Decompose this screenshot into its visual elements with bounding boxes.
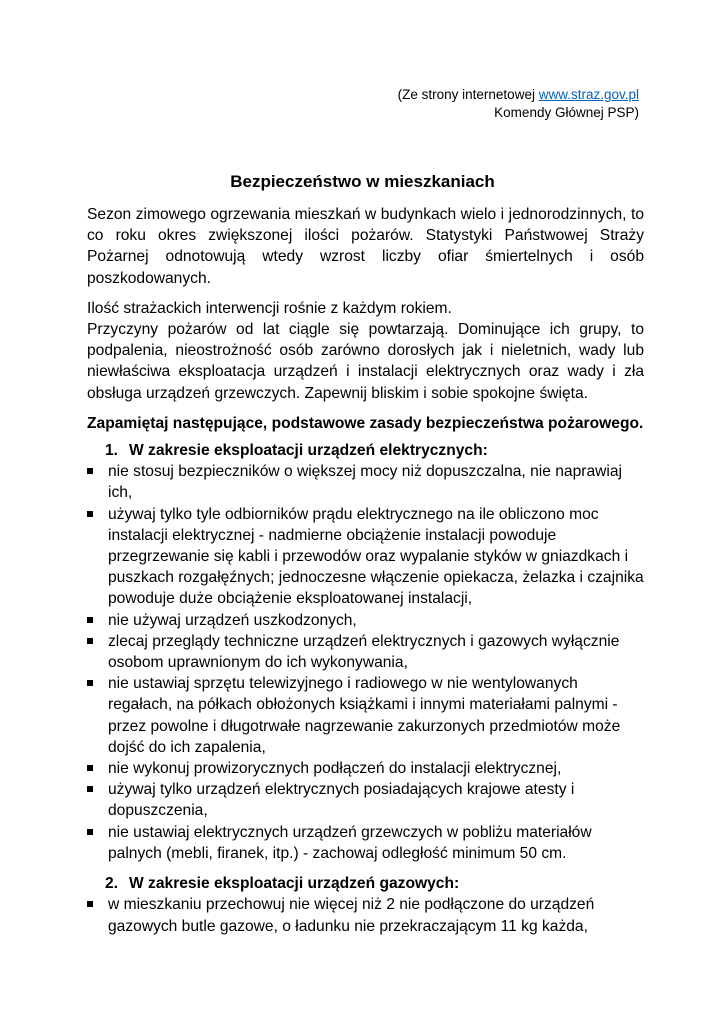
square-bullet-icon [87, 617, 93, 623]
square-bullet-icon [87, 786, 93, 792]
source-prefix: (Ze strony internetowej [397, 87, 535, 102]
list-item [87, 822, 644, 864]
square-bullet-icon [87, 638, 93, 644]
intro-paragraph-2-line-1: Ilość strażackich interwencji rośnie z każdym rokiem. [87, 299, 452, 317]
square-bullet-icon [87, 511, 93, 517]
source-note [398, 86, 639, 122]
bullet-list [87, 894, 644, 936]
page-title: Bezpieczeństwo w mieszkaniach [230, 172, 495, 191]
intro-paragraph-1: Sezon zimowego ogrzewania mieszkań w budynkach wielo i jednorodzinnych, to co roku okres zwiększonej ilości pożarów. Statystyki Państwowej Straży Pożarnej odnotowują wtedy wzrost liczby ofiar śmiertelnych i osób poszkodowanych. [87, 206, 644, 287]
list-item [87, 758, 644, 779]
list-item-text: zlecaj przeglądy techniczne urządzeń elektrycznych i gazowych wyłącznie osobom uprawnionym do ich wykonywania, [108, 632, 620, 672]
intro-paragraph-2 [87, 298, 644, 404]
square-bullet-icon [87, 680, 93, 686]
safety-principles-heading: Zapamiętaj następujące, podstawowe zasady bezpieczeństwa pożarowego. [87, 414, 644, 432]
source-link[interactable]: www.straz.gov.pl [538, 87, 639, 102]
square-bullet-icon [87, 829, 93, 835]
list-item [87, 894, 644, 936]
source-line-1 [398, 86, 639, 104]
list-item-text: używaj tylko tyle odbiorników prądu elektrycznego na ile obliczono moc instalacji elektrycznej - nadmierne obciążenie instalacji powoduje przegrzewanie się kabli i przewodów oraz wypalanie styków w gniazdkach i puszkach rozgałęźnych; jednoczesne włączenie opiekacza, żelazka i czajnika powoduje duże obciążenie eksploatowanej instalacji, [108, 505, 644, 608]
list-item [87, 631, 644, 673]
intro-paragraph-2-line-2: Przyczyny pożarów od lat ciągle się powtarzają. Dominujące ich grupy, to podpalenia, nieostrożność osób zarówno dorosłych jak i nieletnich, wady lub niewłaściwa eksploatacja urządzeń i instalacji elektrycznych oraz wady i zła obsługa urządzeń grzewczych. Zapewnij bliskim i sobie spokojne święta. [87, 321, 644, 402]
list-item-text: nie stosuj bezpieczników o większej mocy niż dopuszczalna, nie naprawiaj ich, [108, 463, 622, 502]
list-item [87, 610, 644, 631]
list-item [87, 673, 644, 758]
list-item-text: nie ustawiaj sprzętu telewizyjnego i radiowego w nie wentylowanych regałach, na półkach obłożonych książkami i innymi materiałami palnymi - przez powolne i długotrwałe nagrzewanie zakurzonych przedmiotów może dojść do ich zapalenia, [108, 675, 621, 756]
section-electrical [87, 440, 644, 864]
list-item [87, 461, 644, 503]
list-item [87, 504, 644, 610]
document-body [87, 204, 644, 937]
square-bullet-icon [87, 765, 93, 771]
section-title: W zakresie eksploatacji urządzeń elektrycznych: [129, 442, 488, 460]
section-title: W zakresie eksploatacji urządzeń gazowych: [129, 875, 460, 893]
section-gas [87, 873, 644, 937]
section-number: 1. [105, 442, 119, 460]
section-number: 2. [105, 875, 119, 893]
list-item-text: nie ustawiaj elektrycznych urządzeń grzewczych w pobliżu materiałów palnych (mebli, firanek, itp.) - zachowaj odległość minimum 50 cm. [108, 823, 592, 862]
list-item-text: używaj tylko urządzeń elektrycznych posiadających krajowe atesty i dopuszczenia, [108, 781, 575, 820]
source-line-2: Komendy Głównej PSP) [494, 105, 639, 120]
list-item-text: nie używaj urządzeń uszkodzonych, [108, 611, 357, 629]
list-item-text: nie wykonuj prowizorycznych podłączeń do instalacji elektrycznej, [108, 760, 562, 778]
list-item-text: w mieszkaniu przechowuj nie więcej niż 2 nie podłączone do urządzeń gazowych butle gazowe, o ładunku nie przekraczającym 11 kg każda, [108, 896, 595, 935]
list-item [87, 779, 644, 821]
bullet-list [87, 461, 644, 864]
square-bullet-icon [87, 901, 93, 907]
square-bullet-icon [87, 468, 93, 474]
section-heading [87, 440, 644, 461]
section-heading [87, 873, 644, 894]
